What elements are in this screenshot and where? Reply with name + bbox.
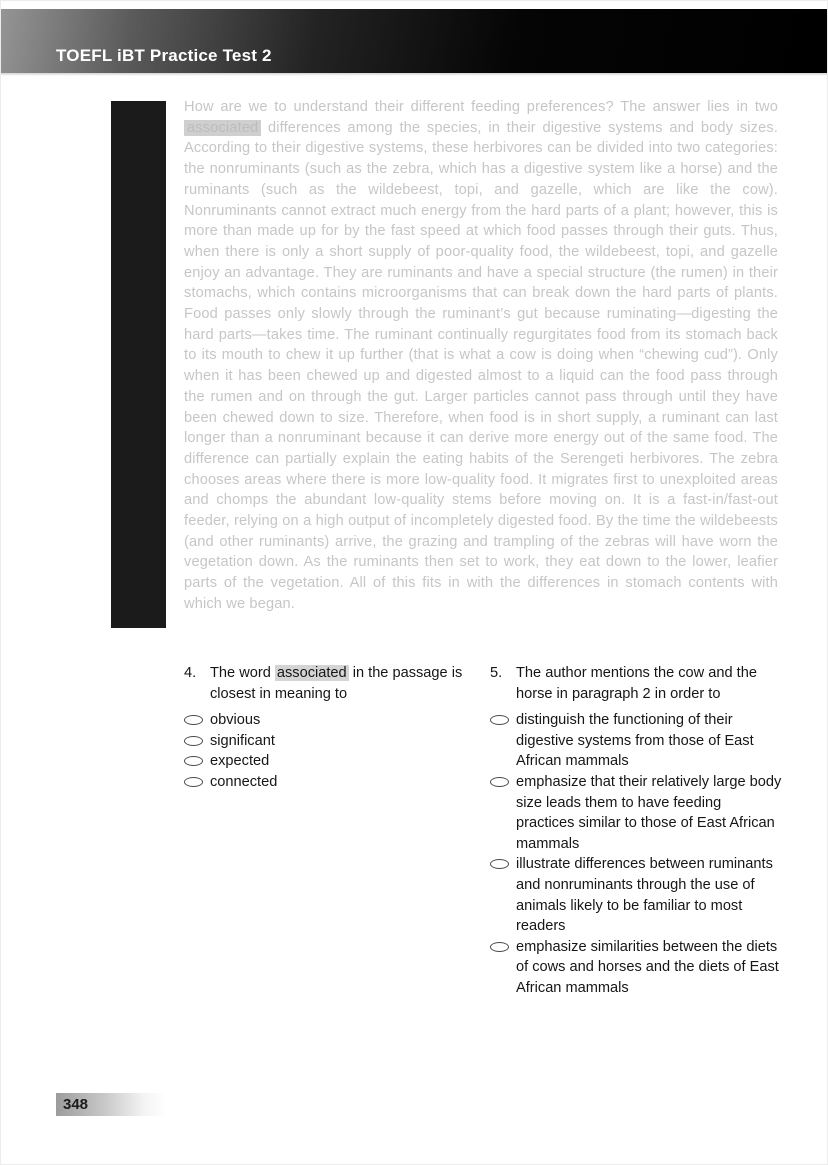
radio-oval-icon	[490, 715, 509, 725]
question-5-stem	[490, 663, 782, 704]
question-4-number: 4.	[184, 665, 197, 681]
question-5-options	[490, 710, 782, 998]
radio-oval-icon	[184, 736, 203, 746]
passage-highlighted-word[interactable]: associated	[184, 120, 261, 136]
question-5-text: The author mentions the cow and the horse in paragraph 2 in order to	[516, 665, 757, 702]
answer-option[interactable]	[490, 710, 782, 772]
radio-oval-icon	[490, 777, 509, 787]
reading-passage	[184, 97, 778, 615]
passage-text-after: differences among the species, in their digestive systems and body sizes. According to their digestive systems, these herbivores can be divided into two categories: the nonruminants (such as the zebra, which has a digestive system like a horse) and the ruminants (such as the wildebeest, topi, and gazelle, which are like the cow). Nonruminants cannot extract much energy from the hard parts of a plant; however, this is more than made up for by the fast speed at which food passes through their guts. Thus, when there is only a short supply of poor-quality food, the wildebeest, topi, and gazelle enjoy an advantage. They are ruminants and have a special structure (the rumen) in their stomachs, which contains microorganisms that can break down the hard parts of plants. Food passes only slowly through the ruminant’s gut because ruminating—digesting the hard parts—takes time. The ruminant continually regurgitates food from its stomach back to its mouth to chew it up further (that is what a cow is doing when “chewing cud”). Only when it has been chewed up and digested almost to a liquid can the food pass through the rumen and on through the gut. Larger particles cannot pass through until they have been chewed down to size. Therefore, when food is in short supply, a ruminant can last longer than a nonruminant because it can derive more energy out of the same food. The difference can partially explain the eating habits of the Serengeti herbivores. The zebra chooses areas where there is more low-quality food. It migrates first to unexploited areas and chomps the abundant low-quality stems before moving on. It is a fast-in/fast-out feeder, relying on a high output of incompletely digested food. By the time the wildebeests (and other ruminants) arrive, the grazing and trampling of the zebras will have worn the vegetation down. As the ruminants then set to work, they eat down to the lower, leafier parts of the vegetation. All of this fits in with the differences in stomach contents with which we began.	[184, 119, 778, 612]
option-label: obvious	[210, 712, 261, 729]
question-4	[184, 663, 470, 793]
question-4-text	[210, 663, 470, 704]
option-label: distinguish the functioning of their digestive systems from those of East African mammals	[516, 712, 754, 770]
question-5-number: 5.	[490, 665, 503, 681]
answer-option[interactable]	[184, 710, 470, 731]
question-4-stem-after: in the passage is closest in meaning to	[210, 665, 463, 702]
option-label: expected	[210, 753, 270, 770]
question-4-highlighted-word: associated	[276, 665, 347, 681]
option-label: illustrate differences between ruminants and nonruminants through the use of animals likely to be familiar to most readers	[516, 856, 773, 935]
option-label: connected	[210, 773, 278, 790]
header-shadow	[1, 73, 827, 76]
page-number-bar	[56, 1093, 166, 1116]
page-number: 348	[63, 1096, 89, 1113]
answer-option[interactable]	[184, 772, 470, 793]
radio-oval-icon	[184, 715, 203, 725]
question-4-stem-before: The word	[210, 665, 275, 681]
answer-option[interactable]	[490, 772, 782, 854]
passage-margin-bar	[111, 101, 166, 628]
header-bar	[1, 9, 827, 73]
question-4-options	[184, 710, 470, 792]
header-title: TOEFL iBT Practice Test 2	[56, 46, 272, 65]
passage-text-before: How are we to understand their different feeding preferences? The answer lies in two	[184, 99, 778, 115]
radio-oval-icon	[490, 942, 509, 952]
answer-option[interactable]	[184, 751, 470, 772]
answer-option[interactable]	[490, 937, 782, 999]
question-4-stem	[184, 663, 470, 704]
answer-option[interactable]	[490, 854, 782, 936]
radio-oval-icon	[184, 756, 203, 766]
answer-option[interactable]	[184, 731, 470, 752]
option-label: emphasize similarities between the diets of cows and horses and the diets of East African mammals	[516, 938, 779, 996]
option-label: significant	[210, 732, 275, 749]
radio-oval-icon	[184, 777, 203, 787]
radio-oval-icon	[490, 859, 509, 869]
question-5	[490, 663, 782, 999]
option-label: emphasize that their relatively large body size leads them to have feeding practices similar to those of East African mammals	[516, 773, 782, 852]
